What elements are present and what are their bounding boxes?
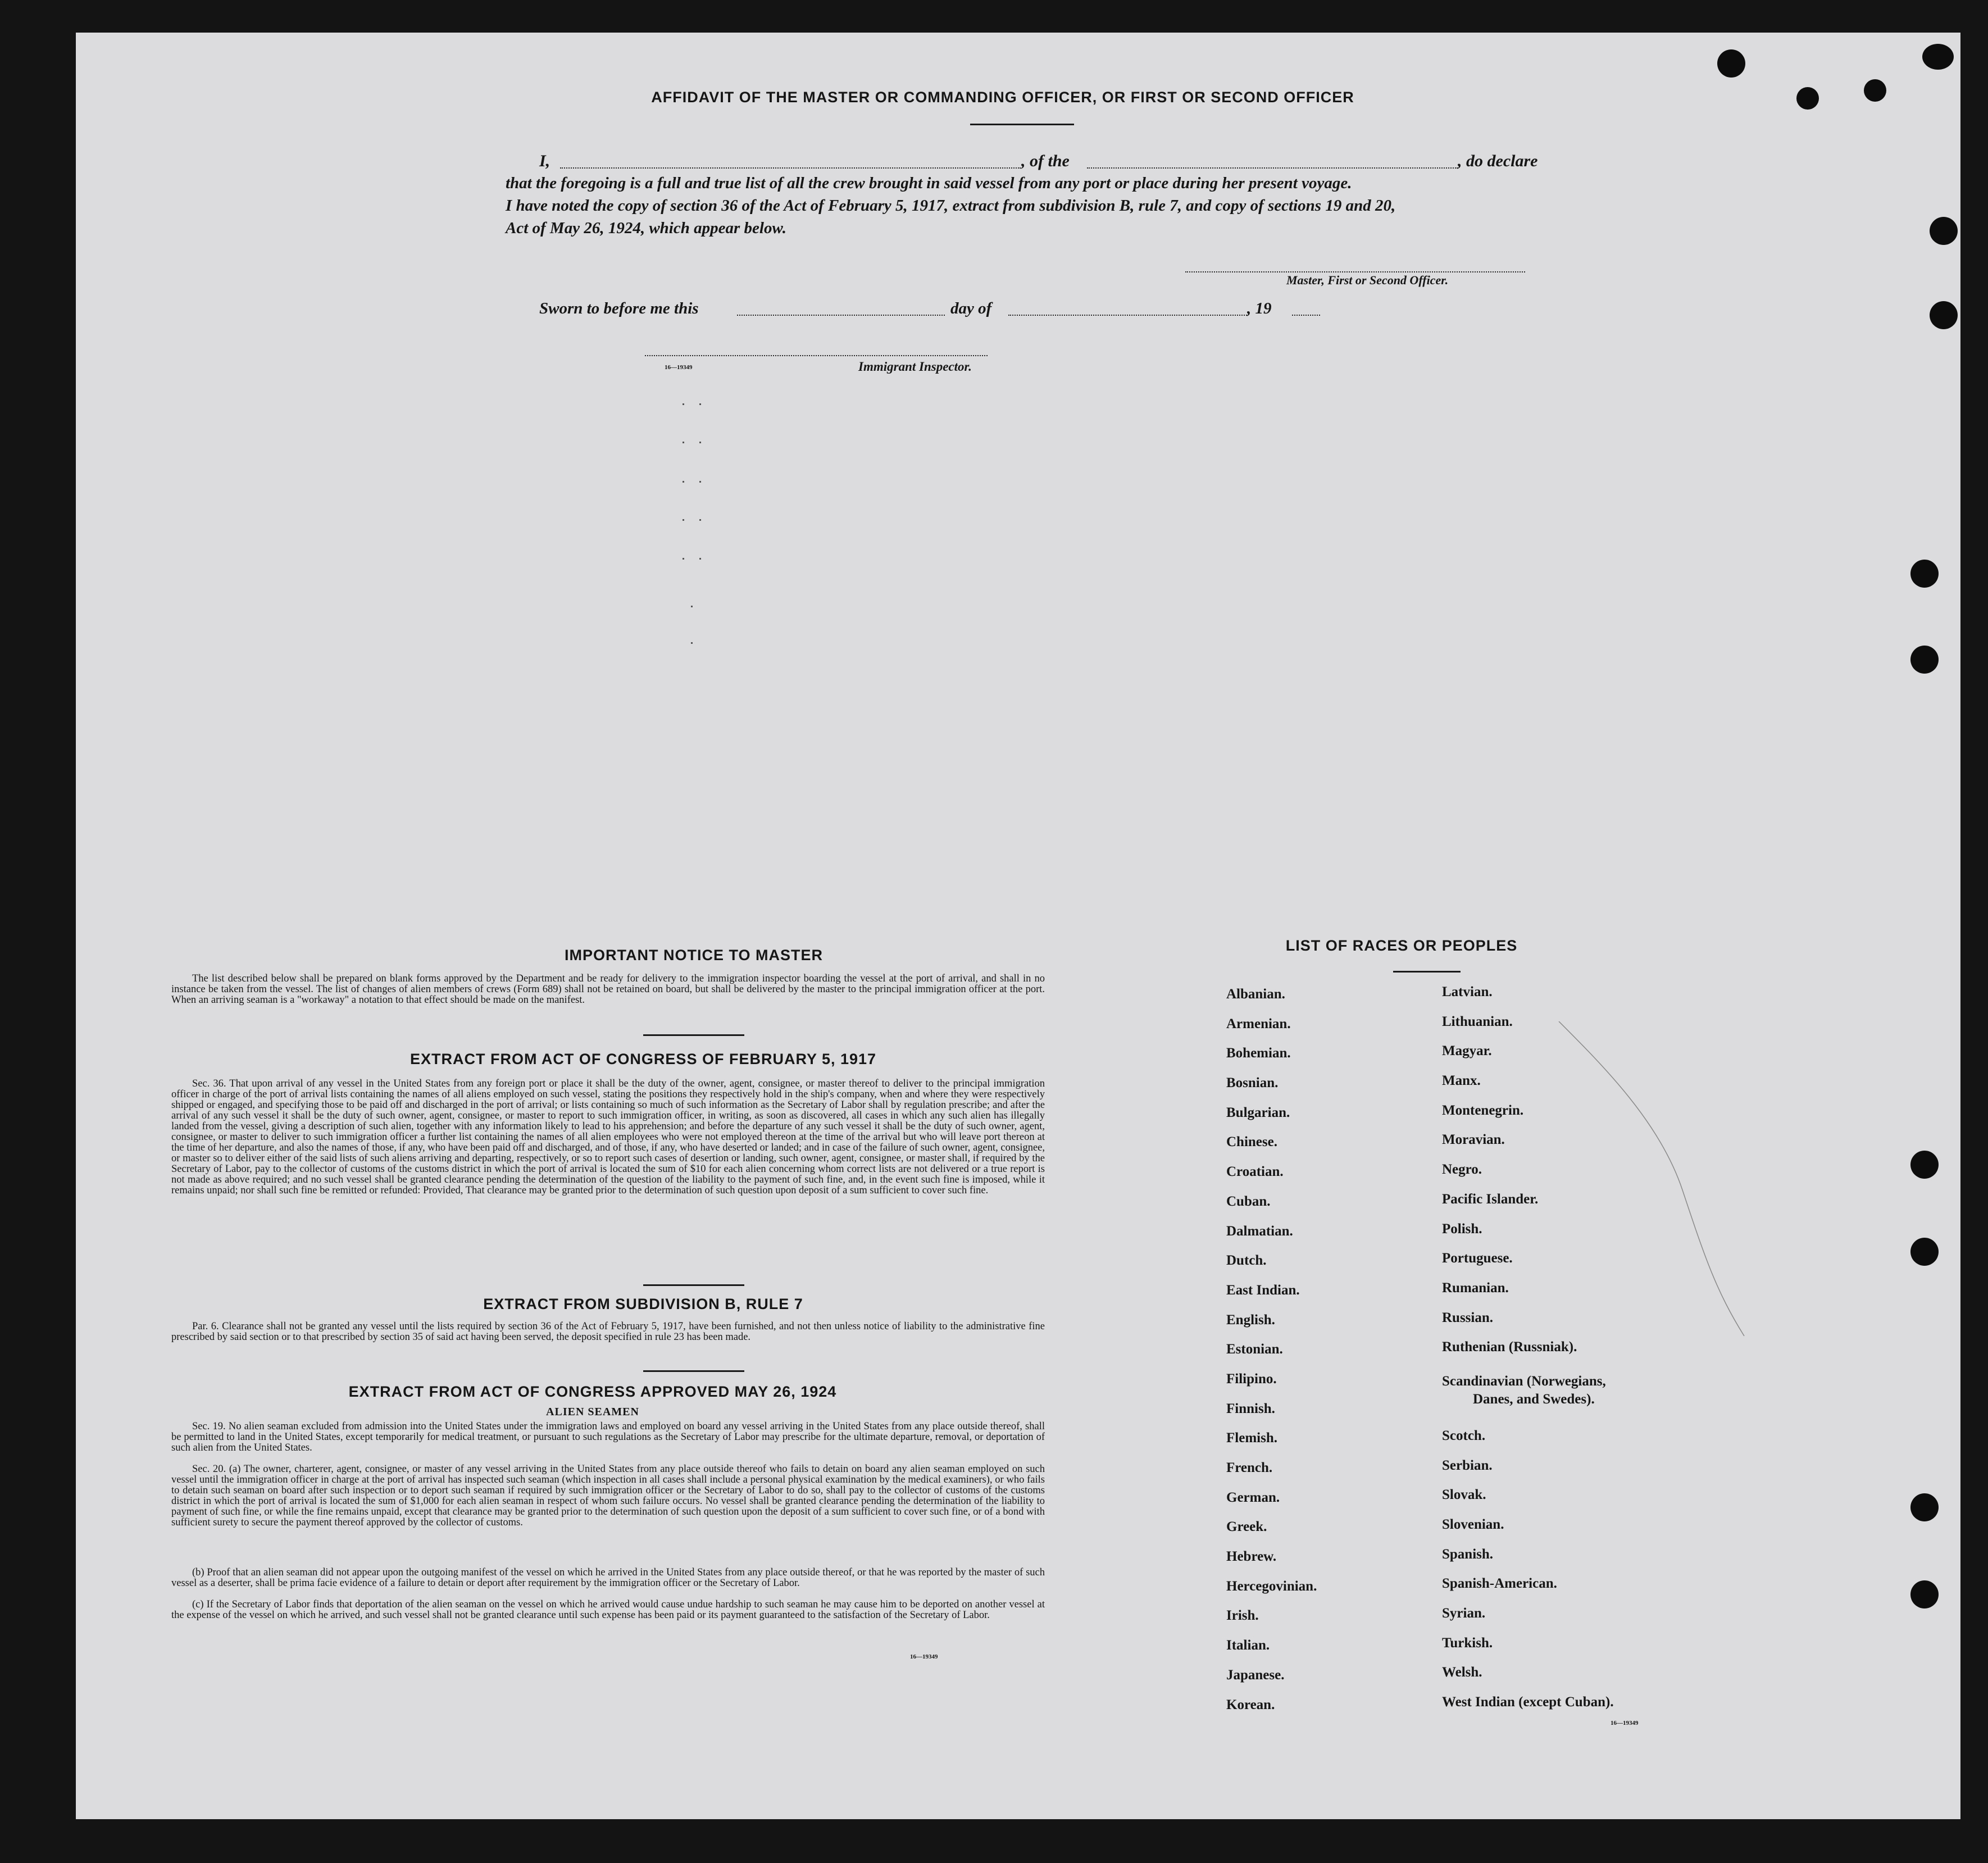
paper-speck (699, 442, 701, 443)
race-item: English. (1226, 1312, 1275, 1328)
form-number: 16—19349 (665, 364, 693, 371)
punch-hole-icon (1717, 49, 1745, 78)
race-item: Negro. (1442, 1162, 1482, 1178)
race-item: Lithuanian. (1442, 1014, 1513, 1029)
race-item: Bosnian. (1226, 1075, 1279, 1091)
race-item: Dutch. (1226, 1253, 1267, 1269)
affidavit-of-the: , of the (1021, 152, 1070, 170)
punch-hole-icon (1910, 1238, 1939, 1266)
extract-rule7-text: Par. 6. Clearance shall not be granted any vessel until the lists required by section 36 of the Act of February 5, 1917, have been furnished, and not then unless notice of liability to the administrative fine prescribed by said section or to that prescribed by section 35 of said act having been served, the deposit specified in rule 23 has been made. (171, 1321, 1045, 1343)
section-rule (643, 1034, 744, 1036)
section-rule (643, 1284, 744, 1286)
paper-speck (683, 442, 684, 443)
race-item: Hebrew. (1226, 1549, 1277, 1565)
race-item: Dalmatian. (1226, 1223, 1293, 1239)
race-item: Magyar. (1442, 1043, 1492, 1059)
race-item: Slovenian. (1442, 1517, 1504, 1532)
extract-1924-sec19: Sec. 19. No alien seaman excluded from admission into the United States under the immigration laws and employed on board any vessel arriving in the United States from any place outside thereof, shall be permitted to land in the United States, except temporarily for medical treatment, or pursuant to such regulations as the Secretary of Labor may prescribe for the ultimate departure, removal, or deportation of such alien from the United States. (171, 1421, 1045, 1453)
race-item: German. (1226, 1489, 1280, 1505)
paper-speck (683, 558, 684, 560)
notice-text: The list described below shall be prepared on blank forms approved by the Department and be ready for delivery to the immigration inspector boarding the vessel at the port of arrival, and shall in no instance be taken from the vessel. The list of changes of alien members of crews (Form 689) shall not be retained on board, but shall be delivered by the master to the principal immigration officer at the port. When an arriving seaman is a "workaway" a notation to that effect should be made on the manifest. (171, 973, 1045, 1006)
affidavit-title: AFFIDAVIT OF THE MASTER OR COMMANDING OFFICER, OR FIRST OR SECOND OFFICER (651, 89, 1354, 106)
race-item: Moravian. (1442, 1132, 1505, 1148)
section-rule (643, 1370, 744, 1372)
race-item: Hercegovinian. (1226, 1578, 1317, 1594)
races-title-rule (1393, 971, 1461, 973)
race-item: West Indian (except Cuban). (1442, 1694, 1614, 1710)
race-item: Chinese. (1226, 1134, 1277, 1150)
race-item: French. (1226, 1460, 1273, 1475)
sworn-day-of: day of (950, 299, 992, 317)
paper-speck (691, 606, 693, 607)
sworn-day-blank[interactable] (737, 315, 945, 316)
extract-1917-title: EXTRACT FROM ACT OF CONGRESS OF FEBRUARY 5, 1917 (410, 1051, 877, 1067)
form-number: 16—19349 (1611, 1720, 1639, 1726)
punch-hole-icon (1910, 1580, 1939, 1608)
race-item: Turkish. (1442, 1635, 1493, 1651)
extract-1924-sec20b: (b) Proof that an alien seaman did not appear upon the outgoing manifest of the vessel on which he arrived in the United States from any place outside thereof, or that he was reported by the master of such vessel as a deserter, shall be prima facie evidence of a failure to detain or deport after requirement by the immigration officer or the Secretary of Labor. (171, 1567, 1045, 1589)
race-item: Japanese. (1226, 1667, 1285, 1683)
extract-rule7-title: EXTRACT FROM SUBDIVISION B, RULE 7 (483, 1296, 803, 1312)
race-item: Greek. (1226, 1519, 1267, 1535)
races-title: LIST OF RACES OR PEOPLES (1285, 937, 1518, 954)
document-sheet (76, 33, 1960, 1819)
extract-1924-title: EXTRACT FROM ACT OF CONGRESS APPROVED MAY 26, 1924 (348, 1383, 837, 1400)
race-item: Syrian. (1442, 1606, 1486, 1621)
affidavit-line-3: I have noted the copy of section 36 of the Act of February 5, 1917, extract from subdivision B, rule 7, and copy of sections 19 and 20, (506, 197, 1396, 215)
race-item: Bohemian. (1226, 1046, 1291, 1061)
paper-speck (683, 519, 684, 521)
form-number: 16—19349 (910, 1653, 938, 1660)
race-item: Scandinavian (Norwegians, (1442, 1373, 1606, 1389)
sworn-year-blank[interactable] (1292, 315, 1320, 316)
punch-hole-icon (1910, 560, 1939, 588)
master-signature-line[interactable] (1185, 271, 1525, 272)
paper-speck (699, 519, 701, 521)
races-left-column (1226, 987, 1462, 1726)
race-item: Portuguese. (1442, 1251, 1513, 1266)
race-item: Danes, and Swedes). (1473, 1391, 1595, 1407)
paper-speck (683, 481, 684, 483)
title-rule (970, 124, 1074, 125)
extract-1924-sec20a: Sec. 20. (a) The owner, charterer, agent, consignee, or master of any vessel arriving in the United States from any place outside thereof who fails to detain on board any alien seaman employed on such vessel until the immigration officer in charge at the port of arrival has inspected such seaman (which inspection in all cases shall include a personal physical examination by the medical examiners), or who fails to detain such seaman on board after such inspection or to deport such seaman if required by such immigration officer or the Secretary of Labor to do so, shall pay to the collector of customs of the customs district in which the port of arrival is located the sum of $1,000 for each alien seaman in respect of whom such failure occurs. No vessel shall be granted clearance pending the determination of the liability to payment of such fine, or while the fine remains unpaid, except that clearance may be granted prior to the determination of such question upon the deposit of a sum sufficient to cover such fine, or of a bond with sufficient surety to secure the payment thereof approved by the collector of customs. (171, 1464, 1045, 1528)
race-item: Welsh. (1442, 1665, 1482, 1680)
race-item: Serbian. (1442, 1457, 1493, 1473)
race-item: Scotch. (1442, 1428, 1486, 1443)
race-item: Irish. (1226, 1608, 1259, 1624)
race-item: Filipino. (1226, 1371, 1277, 1387)
race-item: Slovak. (1442, 1487, 1486, 1503)
race-item: Russian. (1442, 1310, 1494, 1325)
punch-hole-icon (1930, 217, 1958, 245)
paper-speck (683, 403, 684, 405)
race-item: Italian. (1226, 1638, 1270, 1653)
punch-hole-icon (1796, 87, 1819, 110)
extract-1917-text: Sec. 36. That upon arrival of any vessel in the United States from any foreign port or place it shall be the duty of the owner, agent, consignee, or master thereof to deliver to the principal immigration officer in charge of the port of arrival lists containing the names of all aliens employed on such vessel, stating the positions they respectively hold in the ship's company, when and where they were respectively shipped or engaged, and specifying those to be paid off and discharged in the port of arrival; or lists containing so much of such information as the Secretary of Labor shall by regulation prescribe; and after the arrival of any such vessel it shall be the duty of such owner, agent, consignee, or master to report to such immigration officer, in writing, as soon as discovered, all cases in which any such alien has illegally landed from the vessel, giving a description of such alien, together with any information likely to lead to his apprehension; and before the departure of any such vessel it shall be the duty of such owner, agent, consignee, or master to deliver to such immigration officer a further list containing the names of all alien employees who were not employed thereon at the time of the arrival but who will leave port thereon at the time of her departure, and also the names of those, if any, who have been paid off and discharged, and of those, if any, who have deserted or landed; and in case of the failure of such owner, agent, consignee, or master so to deliver either of the said lists of such aliens arriving and departing, respectively, or so to report such cases of desertion or landing, such owner, agent, consignee, or master shall, if required by the Secretary of Labor, pay to the collector of customs of the customs district in which the port of arrival is located the sum of $10 for each alien concerning whom correct lists are not delivered or a true report is not made as above required; and no such vessel shall be granted clearance pending the determination of the question of the liability to the payment of such fine, and, in the event such fine is imposed, while it remains unpaid; nor shall such fine be remitted or refunded: Provided, That clearance may be granted prior to the determination of such question upon deposit of a sum sufficient to cover such fine. (171, 1078, 1045, 1196)
punch-hole-icon (1922, 44, 1954, 70)
notice-title: IMPORTANT NOTICE TO MASTER (565, 947, 823, 964)
punch-hole-icon (1864, 79, 1886, 102)
affidavit-i: I, (539, 152, 551, 170)
sworn-year: , 19 (1247, 299, 1272, 317)
race-item: Ruthenian (Russniak). (1442, 1339, 1577, 1355)
master-signature-label: Master, First or Second Officer. (1286, 273, 1449, 287)
pencil-mark (1514, 1021, 1750, 1358)
race-item: East Indian. (1226, 1282, 1300, 1298)
race-item: Montenegrin. (1442, 1102, 1524, 1118)
race-item: Manx. (1442, 1073, 1481, 1089)
punch-hole-icon (1910, 646, 1939, 674)
punch-hole-icon (1930, 301, 1958, 329)
race-item: Bulgarian. (1226, 1105, 1290, 1120)
race-item: Rumanian. (1442, 1280, 1509, 1296)
race-item: Estonian. (1226, 1342, 1283, 1357)
affidavit-line-4: Act of May 26, 1924, which appear below. (506, 219, 786, 237)
race-item: Cuban. (1226, 1193, 1271, 1209)
extract-1924-subtitle: ALIEN SEAMEN (546, 1406, 639, 1418)
race-item: Armenian. (1226, 1016, 1291, 1032)
sworn-prefix: Sworn to before me this (539, 299, 699, 317)
race-item: Albanian. (1226, 987, 1285, 1002)
name-blank[interactable] (560, 167, 1021, 169)
sworn-month-blank[interactable] (1008, 315, 1247, 316)
inspector-label: Immigrant Inspector. (858, 360, 972, 374)
vessel-blank[interactable] (1087, 167, 1458, 169)
race-item: Korean. (1226, 1697, 1275, 1712)
race-item: Finnish. (1226, 1401, 1275, 1416)
race-item: Polish. (1442, 1221, 1482, 1237)
race-item: Pacific Islander. (1442, 1191, 1539, 1207)
paper-speck (691, 642, 693, 644)
inspector-signature-line[interactable] (645, 355, 988, 356)
race-item: Latvian. (1442, 984, 1493, 999)
paper-speck (699, 558, 701, 560)
affidavit-do-declare: , do declare (1458, 152, 1538, 170)
race-item: Spanish-American. (1442, 1576, 1557, 1592)
paper-speck (699, 481, 701, 483)
punch-hole-icon (1910, 1493, 1939, 1521)
punch-hole-icon (1910, 1151, 1939, 1179)
affidavit-line-2: that the foregoing is a full and true list of all the crew brought in said vessel from any port or place during her present voyage. (506, 174, 1352, 192)
race-item: Flemish. (1226, 1430, 1277, 1446)
race-item: Spanish. (1442, 1546, 1494, 1562)
race-item: Croatian. (1226, 1164, 1284, 1180)
paper-speck (699, 403, 701, 405)
extract-1924-sec20c: (c) If the Secretary of Labor finds that deportation of the alien seaman on the vessel on which he arrived would cause undue hardship to such seaman he may cause him to be deported on another vessel at the expense of the vessel on which he arrived, and such vessel shall not be granted clearance until such expense has been paid or its payment guaranteed to the satisfaction of the Secretary of Labor. (171, 1599, 1045, 1621)
